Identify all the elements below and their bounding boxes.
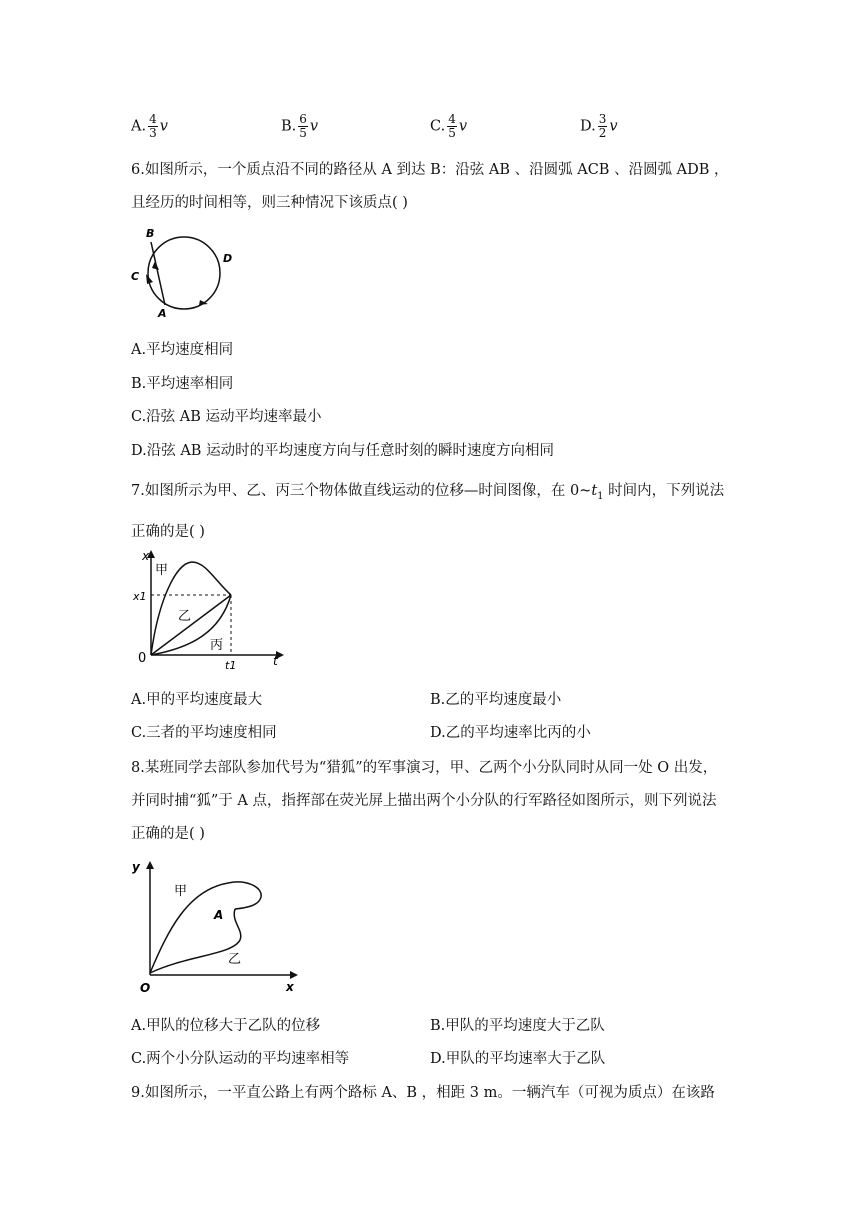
q7-option-b: B.乙的平均速度最小 (430, 692, 562, 708)
q8-axis-y-label: y (132, 860, 140, 874)
q8-option-b: B.甲队的平均速度大于乙队 (430, 1018, 605, 1034)
q8-path-graph (128, 855, 303, 995)
q7-axis-t-label: t (273, 654, 278, 668)
q7-axis-x-label: x (142, 549, 150, 563)
q6-option-d: D.沿弦 AB 运动时的平均速度方向与任意时刻的瞬时速度方向相同 (131, 443, 555, 459)
q6-circle-figure (128, 224, 233, 320)
q8-stem-line2: 并同时捕“狐”于 A 点，指挥部在荧光屏上描出两个小分队的行军路径如图所示，则下列说法 (131, 793, 717, 809)
q8-stem-line1: 8.某班同学去部队参加代号为“猎狐”的军事演习，甲、乙两个小分队同时从同一处 O 出发， (131, 760, 718, 776)
q7-option-a: A.甲的平均速度最大 (131, 692, 263, 708)
q6-option-c: C.沿弦 AB 运动平均速率最小 (131, 409, 322, 425)
q7-label-jia: 甲 (155, 563, 169, 578)
q7-stem-line2: 正确的是( ) (131, 524, 205, 540)
q6-label-c: C (131, 270, 140, 283)
q6-stem-line2: 且经历的时间相等，则三种情况下该质点( ) (131, 195, 408, 211)
q8-axis-x-label: x (286, 980, 294, 994)
q7-origin-label: 0 (138, 651, 147, 666)
q5-option-c: C. $\frac{4}{5}$ v (430, 112, 468, 140)
q7-stem-line1: 7.如图所示为甲、乙、丙三个物体做直线运动的位移—时间图像，在 $0\sim t_1$ 时间内，下列说法 (131, 483, 725, 502)
q8-option-a: A.甲队的位移大于乙队的位移 (131, 1018, 321, 1034)
q7-option-c: C.三者的平均速度相同 (131, 725, 277, 741)
q7-option-d: D.乙的平均速率比丙的小 (430, 725, 591, 741)
q5-option-b: B. $\frac{6}{5}$ v (281, 112, 319, 140)
q6-option-b: B.平均速率相同 (131, 376, 234, 392)
q5-option-d: D. $\frac{3}{2}$ v (580, 112, 618, 140)
q8-label-jia: 甲 (174, 884, 188, 899)
q6-stem-line1: 6.如图所示，一个质点沿不同的路径从 A 到达 B：沿弦 AB 、沿圆弧 ACB 、沿圆弧 ADB ， (131, 162, 729, 178)
q7-label-t1: t1 (225, 659, 237, 672)
q9-stem-line1: 9.如图所示，一平直公路上有两个路标 A、B ，相距 3 m。一辆汽车（可视为质点）在该路 (131, 1085, 715, 1101)
q8-stem-line3: 正确的是( ) (131, 826, 205, 842)
q7-label-yi: 乙 (178, 609, 192, 624)
q7-label-x1: x1 (133, 590, 147, 603)
q6-label-a: A (158, 307, 167, 320)
q8-origin-label: O (140, 981, 151, 995)
q8-option-c: C.两个小分队运动的平均速率相等 (131, 1051, 350, 1067)
q5-option-a: A. $\frac{4}{3}$ v (131, 112, 168, 140)
q8-label-yi: 乙 (228, 952, 242, 967)
q7-xt-graph (130, 548, 290, 673)
q8-option-d: D.甲队的平均速率大于乙队 (430, 1051, 606, 1067)
q8-label-a: A (214, 908, 224, 922)
q6-label-d: D (223, 252, 233, 265)
q6-label-b: B (146, 227, 155, 240)
q6-option-a: A.平均速度相同 (131, 342, 234, 358)
q7-label-bing: 丙 (210, 638, 224, 653)
